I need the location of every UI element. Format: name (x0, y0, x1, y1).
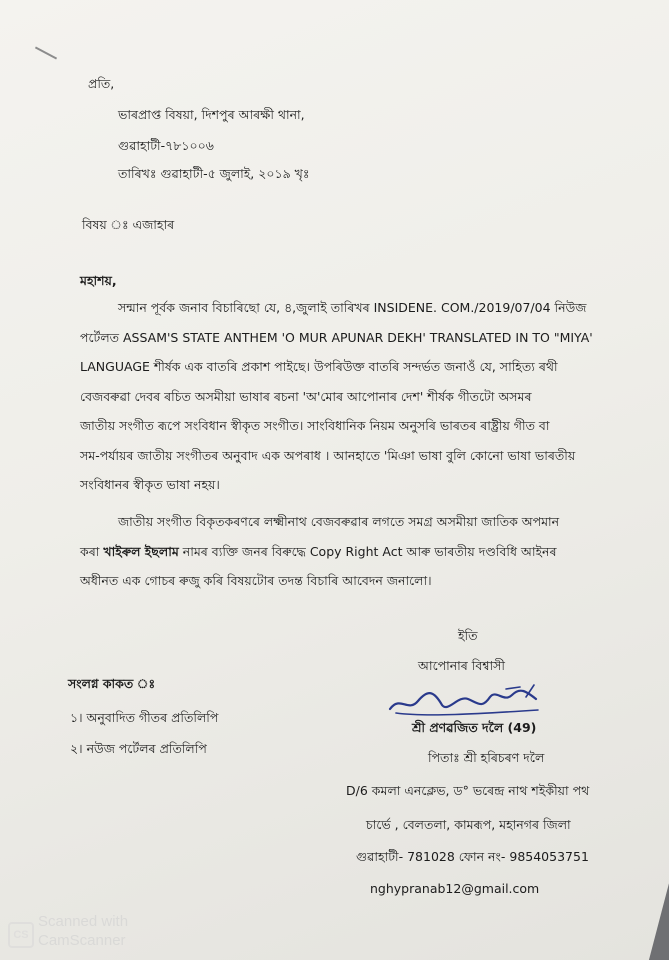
camscanner-logo-icon: CS (8, 922, 34, 948)
watermark-line: CamScanner (38, 932, 126, 949)
closing-yours: আপোনাৰ বিশ্বাসী (418, 658, 505, 673)
paragraph-line: বেজবৰুৱা দেবৰ ৰচিত অসমীয়া ভাষাৰ ৰচনা 'অ'মোৰ আপোনাৰ দেশ' শীৰ্ষক গীতটো অসমৰ (80, 388, 532, 404)
paragraph-line: অধীনত এক গোচৰ ৰুজু কৰি বিষয়টোৰ তদন্ত বিচাৰি আবেদন জনালো। (80, 573, 432, 588)
accused-name: খাইৰুল ইছলাম (103, 543, 179, 559)
closing-iti: ইতি (458, 628, 478, 643)
paragraph-line: সম-পৰ্যায়ৰ জাতীয় সংগীতৰ অনুবাদ এক অপৰাধ । আনহাতে 'মিঞা ভাষা বুলি কোনো ভাষা ভাৰতীয় (80, 447, 576, 463)
paragraph-line: জাতীয় সংগীত বিকৃতকৰণৰে লক্ষ্মীনাথ বেজবৰুৱাৰ লগতে সমগ্ৰ অসমীয়া জাতিক অপমান (118, 514, 560, 529)
handwritten-signature (386, 683, 546, 719)
enclosure-item: ২। নউজ পৰ্টেলৰ প্ৰতিলিপি (70, 741, 207, 756)
paragraph-line (80, 537, 600, 567)
sender-email: nghypranab12@gmail.com (370, 881, 540, 896)
sender-father: পিতাঃ শ্ৰী হৰিচৰণ দলৈ (428, 750, 545, 765)
paragraph-line: জাতীয় সংগীত ৰূপে সংবিধান স্বীকৃত সংগীত। সাংবিধানিক নিয়ম অনুসৰি ভাৰতৰ ৰাষ্ট্ৰীয় গীত বা (80, 418, 550, 433)
scanner-watermark (38, 912, 128, 950)
salutation: মহাশয়, (80, 273, 117, 288)
sender-address-line-1: D/6 কমলা এনক্লেভ, ড° ভৰেন্দ্ৰ নাথ শইকীয়া পথ (346, 783, 590, 798)
paragraph-line: পৰ্টেলত ASSAM'S STATE ANTHEM 'O MUR APUNAR DEKH' TRANSLATED IN TO "MIYA' (80, 329, 593, 345)
sender-address-line-2: চাৰ্ভে , বেলতলা, কামৰূপ, মহানগৰ জিলা (366, 817, 571, 832)
paragraph-line: সংবিধানৰ স্বীকৃত ভাষা নহয়। (80, 477, 220, 492)
letter-date: তাৰিখঃ গুৱাহাটী-৫ জুলাই, ২০১৯ খৃঃ (118, 166, 310, 181)
text-fragment: নামৰ ব্যক্তি জনৰ বিৰুদ্ধে Copy Right Act আৰু ভাৰতীয় দণ্ডবিধি আইনৰ (178, 543, 557, 559)
body-paragraph-1 (80, 293, 600, 500)
enclosures-title: সংলগ্ন কাকত ঃ (68, 676, 156, 691)
paragraph-line: LANGUAGE শীৰ্ষক এক বাতৰি প্ৰকাশ পাইছে। উপৰিউক্ত বাতৰি সন্দৰ্ভত জনাওঁ যে, সাহিত্য ৰথী (80, 359, 558, 374)
sender-address-line-3: গুৱাহাটী- 781028 ফোন নং- 9854053751 (356, 849, 589, 864)
addressee-label: প্ৰতি, (88, 76, 115, 91)
recipient-address: গুৱাহাটী-৭৮১০০৬ (118, 138, 214, 153)
sender-name: শ্ৰী প্ৰণৱজিত দলৈ (49) (412, 720, 537, 735)
enclosure-item: ১। অনুবাদিত গীতৰ প্ৰতিলিপি (70, 710, 219, 725)
subject-line: বিষয় ঃ এজাহাৰ (82, 217, 175, 232)
body-paragraph-2 (80, 507, 600, 596)
watermark-line: Scanned with (38, 913, 129, 930)
recipient-line: ভাৰপ্ৰাপ্ত বিষয়া, দিশপুৰ আৰক্ষী থানা, (118, 107, 305, 122)
text-fragment: কৰা (80, 543, 104, 559)
paragraph-line: সন্মান পূৰ্বক জনাব বিচাৰিছো যে, ৪,জুলাই তাৰিখৰ INSIDENE. COM./2019/07/04 নিউজ (118, 300, 587, 315)
